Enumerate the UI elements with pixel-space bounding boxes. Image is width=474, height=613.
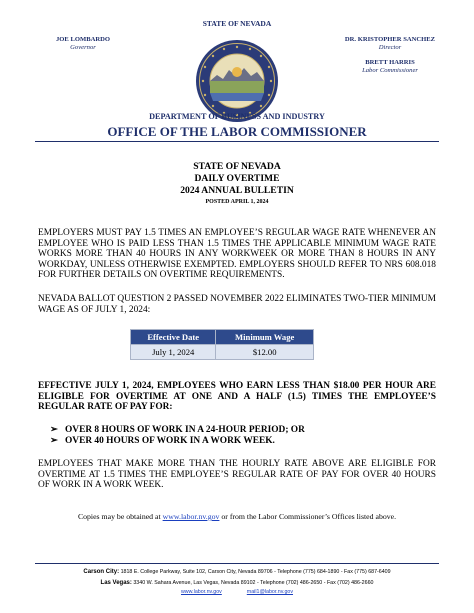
commissioner-name: BRETT HARRIS — [365, 59, 415, 66]
overtime-conditions-list — [50, 425, 440, 447]
copies-text-after: or from the Labor Commissioner’s Offices listed above. — [219, 512, 397, 521]
footer-email-link[interactable]: mail1@labor.nv.gov — [246, 589, 293, 595]
office-name: OFFICE OF THE LABOR COMMISSIONER — [107, 124, 367, 139]
labor-website-link[interactable]: www.labor.nv.gov — [162, 512, 220, 521]
minimum-wage-table — [130, 329, 314, 360]
governor-title: Governor — [70, 44, 96, 51]
list-item-text: OVER 40 HOURS OF WORK IN A WORK WEEK. — [65, 436, 275, 446]
header-divider — [35, 141, 439, 142]
overtime-rule-paragraph: EMPLOYERS MUST PAY 1.5 TIMES AN EMPLOYEE’S REGULAR WAGE RATE WHENEVER AN EMPLOYEE WHO IS PAID LESS THAN 1.5 TIMES THE APPLICABLE MINIMUM WAGE RATE WORKS MORE THAN 40 HOURS IN ANY WORKWEEK OR MORE THAN 8 HOURS IN ANY WORKDAY, UNLESS OTHERWISE EXEMPTED. EMPLOYERS SHOULD REFER TO NRS 608.018 FOR FURTHER DETAILS ON OVERTIME REQUIREMENTS. — [38, 228, 436, 281]
director-name: DR. KRISTOPHER SANCHEZ — [344, 36, 436, 43]
footer-website-link[interactable]: www.labor.nv.gov — [180, 589, 222, 595]
copies-note — [0, 512, 474, 521]
governor-block — [38, 36, 128, 52]
effective-date-cell: July 1, 2024 — [131, 345, 216, 360]
footer-links — [0, 589, 474, 596]
las-vegas-label: Las Vegas: — [100, 580, 132, 586]
bulletin-title-line3: 2024 ANNUAL BULLETIN — [180, 185, 294, 196]
director-block — [335, 36, 445, 52]
footer-divider — [35, 563, 439, 564]
las-vegas-details: 3340 W. Sahara Avenue, Las Vegas, Nevada 89102 - Telephone (702) 486-2650 - Fax (702) 486-2660 — [131, 580, 374, 586]
state-title: STATE OF NEVADA — [202, 19, 272, 28]
minimum-wage-cell: $12.00 — [216, 345, 314, 360]
carson-city-details: 1818 E. College Parkway, Suite 102, Carson City, Nevada 89706 - Telephone (775) 684-1890 - Fax (775) 687-6409 — [119, 569, 391, 575]
list-item — [50, 436, 440, 447]
column-header-effective-date: Effective Date — [131, 330, 216, 345]
effective-overtime-paragraph: EFFECTIVE JULY 1, 2024, EMPLOYEES WHO EARN LESS THAN $18.00 PER HOUR ARE ELIGIBLE FOR OVERTIME AT ONE AND A HALF (1.5) TIMES THE EMPLOYEE’S REGULAR RATE OF PAY FOR: — [38, 381, 436, 413]
director-title: Director — [378, 44, 402, 51]
department-name: DEPARTMENT OF BUSINESS AND INDUSTRY — [149, 112, 325, 121]
posted-date: POSTED APRIL 1, 2024 — [205, 199, 269, 205]
governor-name: JOE LOMBARDO — [55, 36, 111, 43]
nevada-state-seal-icon — [195, 39, 279, 123]
list-item-text: OVER 8 HOURS OF WORK IN A 24-HOUR PERIOD; OR — [65, 425, 305, 435]
copies-text-before: Copies may be obtained at — [77, 512, 163, 521]
column-header-minimum-wage: Minimum Wage — [216, 330, 314, 345]
list-item — [50, 425, 440, 436]
arrow-bullet-icon: ➢ — [50, 436, 58, 446]
commissioner-title: Labor Commissioner — [362, 67, 418, 74]
carson-city-address — [0, 569, 474, 576]
ballot-question-paragraph: NEVADA BALLOT QUESTION 2 PASSED NOVEMBER 2022 ELIMINATES TWO-TIER MINIMUM WAGE AS OF JULY 1, 2024: — [38, 294, 436, 315]
table-row — [131, 345, 314, 360]
bulletin-title-line1: STATE OF NEVADA — [193, 161, 281, 172]
higher-earners-paragraph: EMPLOYEES THAT MAKE MORE THAN THE HOURLY RATE ABOVE ARE ELIGIBLE FOR OVERTIME AT 1.5 TIMES THE EMPLOYEE’S REGULAR RATE OF PAY FOR OVER 40 HOURS OF WORK IN A WORK WEEK. — [38, 459, 436, 491]
carson-city-label: Carson City: — [83, 569, 120, 575]
commissioner-block — [345, 59, 435, 75]
bulletin-title-line2: DAILY OVERTIME — [194, 173, 280, 184]
table-header-row — [131, 330, 314, 345]
arrow-bullet-icon: ➢ — [50, 425, 58, 435]
las-vegas-address — [0, 580, 474, 587]
